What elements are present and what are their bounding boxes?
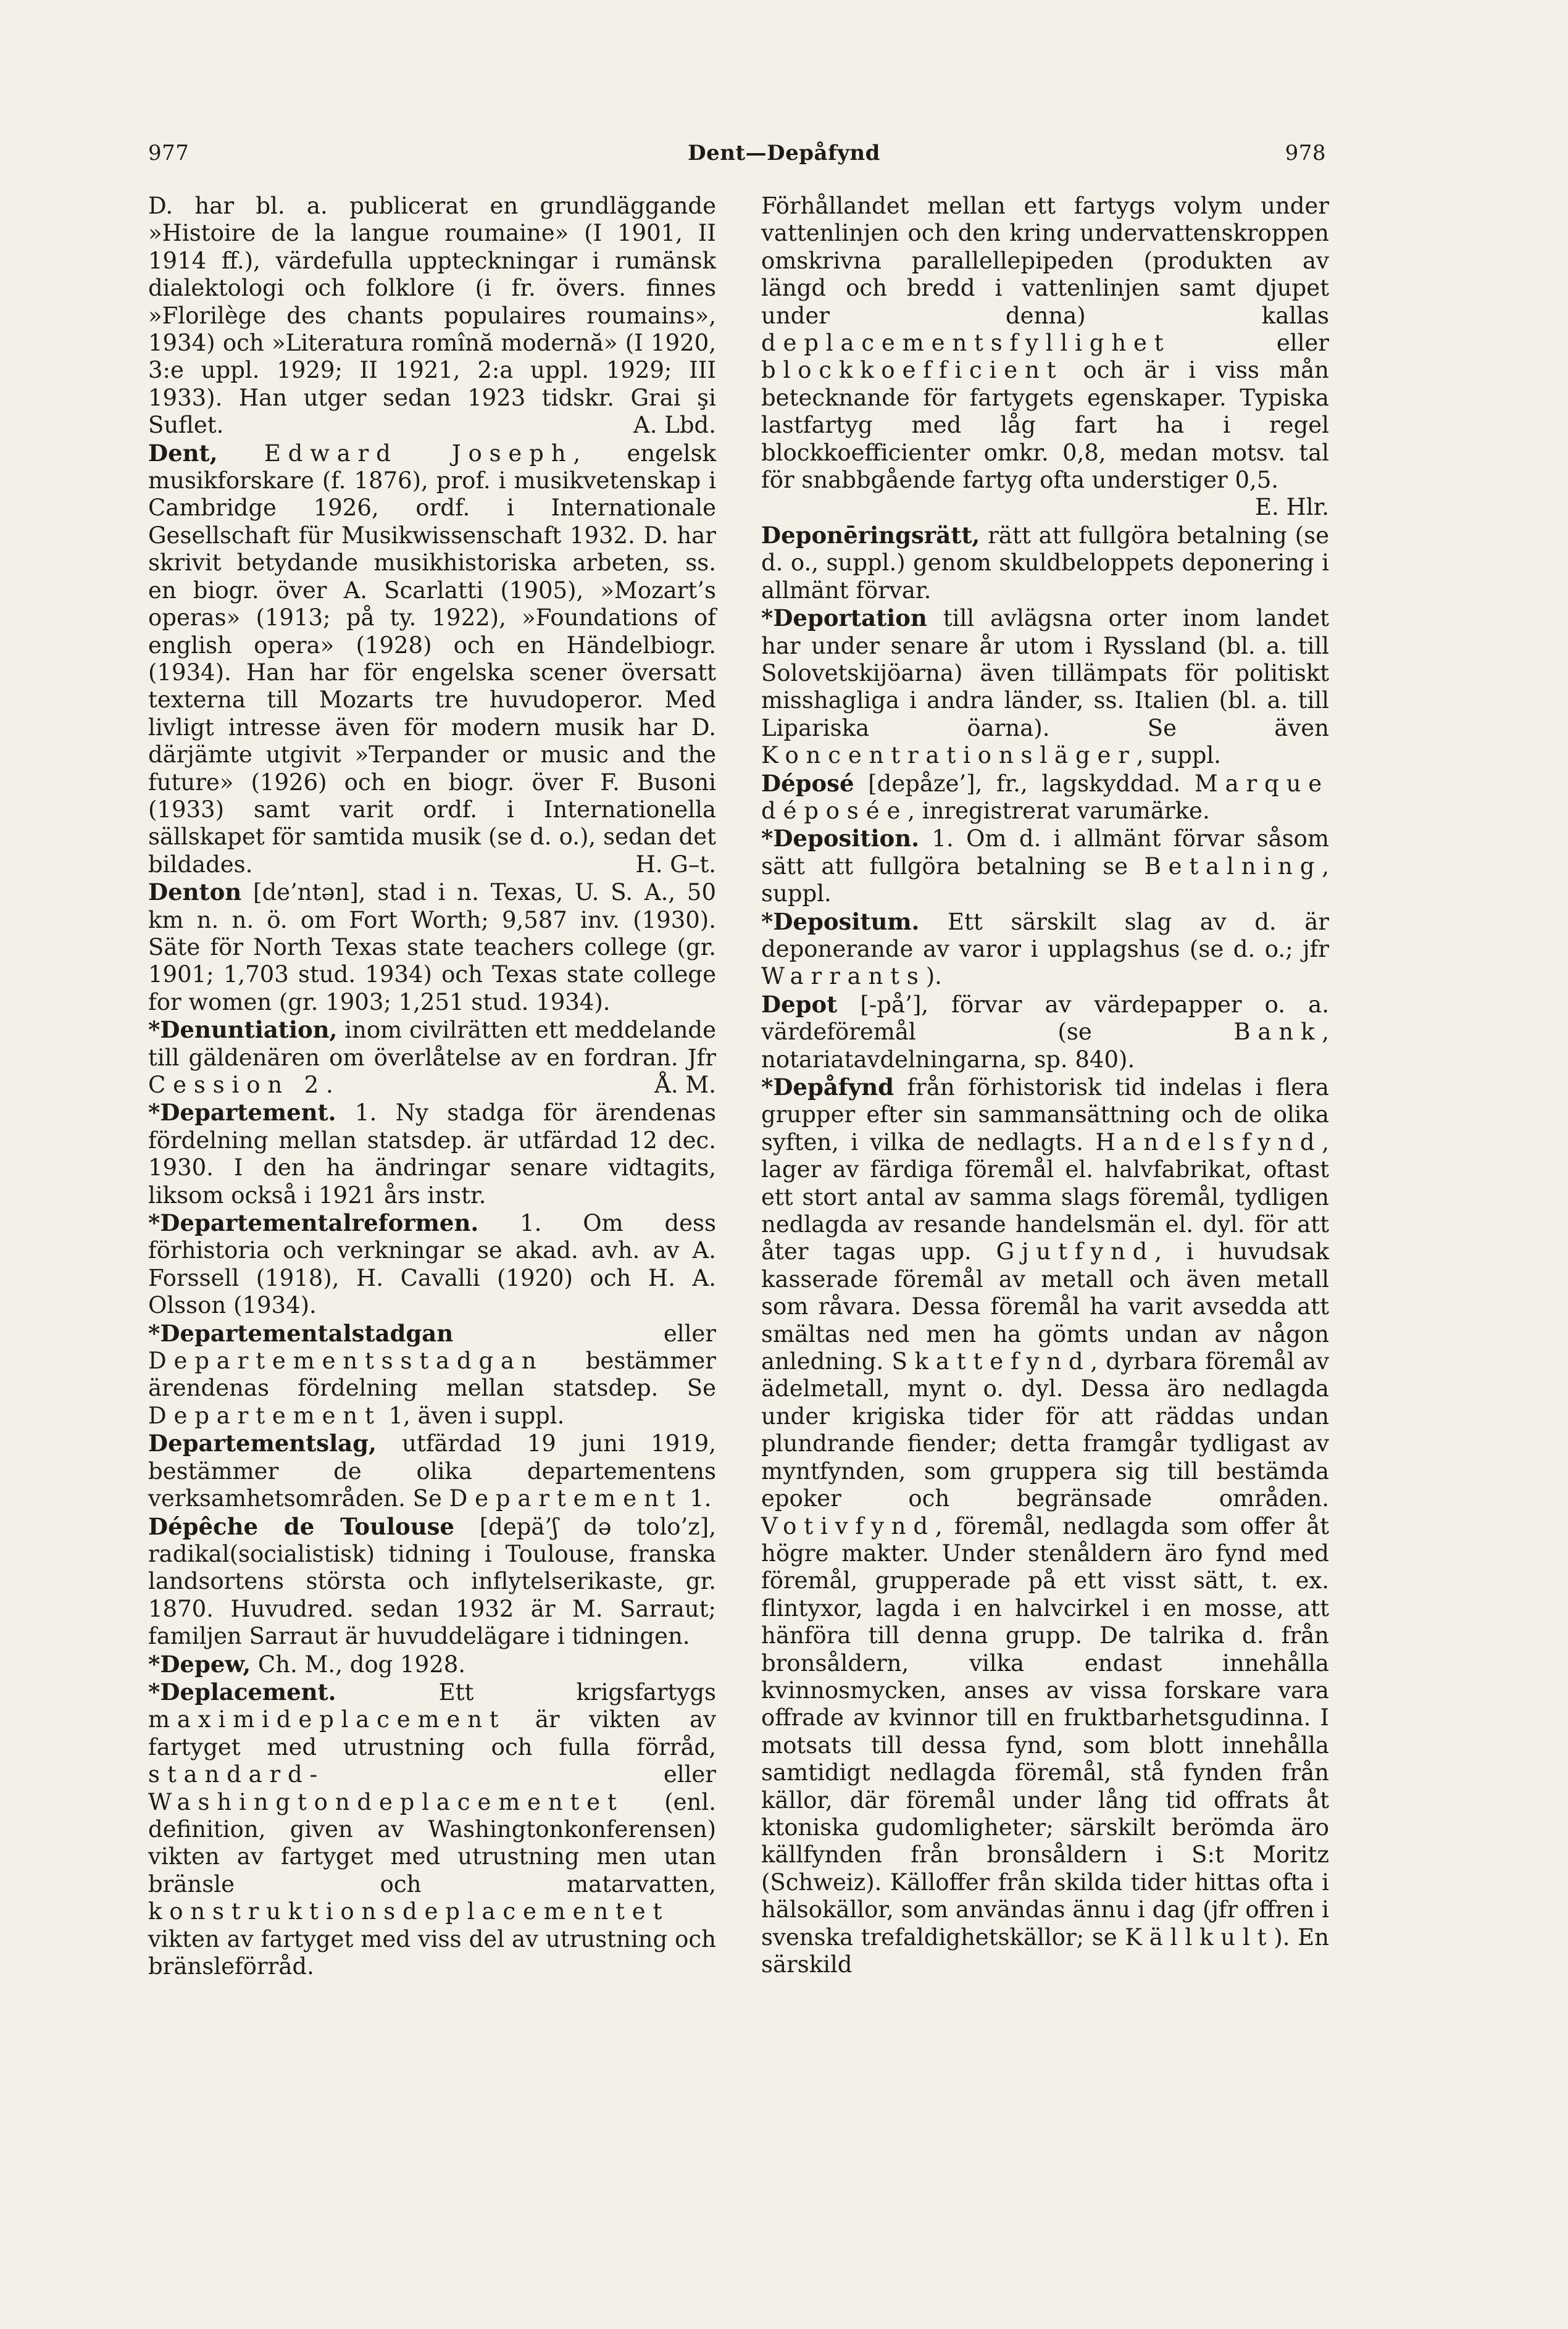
- entry-text: vikten av fartyget med viss del av utrustning och bränsleförråd.: [148, 1925, 716, 1980]
- entry-headword: Deponēringsrätt,: [761, 521, 980, 549]
- left-page-number: 977: [148, 141, 190, 165]
- article-entry: [148, 1513, 716, 1651]
- entry-headword: *Departementalstadgan: [148, 1319, 454, 1347]
- entry-text: .: [325, 1072, 333, 1098]
- author-signature: Å. M.: [654, 1072, 716, 1098]
- entry-text: , engelsk musikforskare (f. 1876), prof. i musikvetenskap i Cambridge 1926, ordf. i Internationale Gesellschaft für Musikwissenschaft 1932. D. har skrivit betydande musikhistoriska arbeten, ss. en biogr. över A. Scarlatti (1905), »Mozart’s operas» (1913; på ty. 1922), »Foundations of english opera» (1928) och en Händelbiogr. (1934). Han har för engelska scener översatt texterna till Mozarts tre huvudoperor. Med livligt intresse även för modern musik har D. därjämte utgivit »Terpander or music and the future» (1926) och en biogr. över F. Busoni (1933) samt varit ordf. i Internationella sällskapet för samtida musik (se d. o.), sedan det bildades.: [148, 440, 716, 878]
- entry-text: 1, även i suppl.: [381, 1402, 565, 1429]
- article-entry: [148, 878, 716, 1016]
- spaced-term: Warrants: [761, 963, 926, 990]
- article-entry: [761, 908, 1329, 991]
- article-entry: [148, 1016, 716, 1099]
- entry-text: 1. Om d. i allmänt förvar såsom sätt att fullgöra betalning se: [761, 825, 1329, 880]
- spaced-term: blockkoefficient: [761, 357, 1064, 384]
- entry-headword: *Denuntiation,: [148, 1016, 338, 1044]
- spaced-term: Gjutfynd: [996, 1238, 1155, 1265]
- article-entry: [761, 770, 1329, 825]
- entry-text: eller: [453, 1320, 716, 1347]
- entry-text: ). En särskild: [761, 1923, 1329, 1978]
- entry-text: rätt att fullgöra betalning (se d. o., suppl.) genom skuldbeloppets deponering i allmänt förvar.: [761, 522, 1329, 604]
- entry-headword: *Deplacement.: [148, 1678, 336, 1706]
- entry-headword: *Departementalreformen.: [148, 1209, 479, 1237]
- entry-text: , suppl.: [1136, 742, 1222, 769]
- entry-headword: Dent,: [148, 439, 218, 467]
- entry-headword: Dépêche de Toulouse: [148, 1512, 454, 1540]
- entry-headword: *Deportation: [761, 604, 927, 632]
- entry-text: utfärdad 19 juni 1919, bestämmer de olika departementens verksamhetsområden. Se: [148, 1430, 716, 1512]
- entry-text: [depä’ʃ də tolo’z], radikal(socialistisk) tidning i Toulouse, franska landsortens största och inflytelserikaste, gr. 1870. Huvudred. sedan 1932 är M. Sarraut; familjen Sarraut är huvuddelägare i tidningen.: [148, 1513, 716, 1650]
- entry-headword: Denton: [148, 878, 242, 906]
- entry-text: , suppl.: [761, 852, 1329, 907]
- entry-text: 1.: [682, 1485, 712, 1512]
- author-signature: A. Lbd.: [633, 412, 716, 439]
- running-title: Dent—Depåfynd: [688, 141, 880, 165]
- entry-headword: *Deposition.: [761, 825, 920, 852]
- entry-headword: Departementslag,: [148, 1430, 377, 1457]
- spaced-term: Koncentrationsläger: [761, 742, 1136, 769]
- entry-headword: *Depew,: [148, 1650, 251, 1678]
- spaced-term: Departementsstadgan: [148, 1348, 544, 1375]
- spaced-term: Källkult: [1125, 1923, 1274, 1951]
- entry-text: från förhistorisk tid indelas i flera grupper efter sin sammansättning och de olika syften, i vilka de nedlagts.: [761, 1074, 1329, 1156]
- page-header: [0, 141, 1568, 178]
- entry-text: D. har bl. a. publicerat en grundläggande »Histoire de la langue roumaine» (I 1901, II 1914 ff.), värdefulla uppteckningar i rumänsk dialektologi och folklore (i fr. övers. finnes »Florilège des chants populaires roumains», 1934) och »Literatura romînă modernă» (I 1920, 3:e uppl. 1929; II 1921, 2:a uppl. 1929; III 1933). Han utger sedan 1923 tidskr. Grai şi Suflet.: [148, 193, 716, 439]
- article-entry: [761, 825, 1329, 907]
- entry-text: , föremål, nedlagda som offer åt högre makter. Under stenåldern äro fynd med föremål, grupperade på ett visst sätt, t. ex. flintyxor, lagda i en halvcirkel i en mosse, att hänföra till denna grupp. De talrika d. från bronsåldern, vilka endast innehålla kvinnosmycken, anses av vissa forskare vara offrade av kvinnor till en fruktbarhetsgudinna. I motsats till dessa fynd, som blott innehålla samtidigt nedlagda föremål, stå fynden från källor, där föremål under lång tid offrats åt ktoniska gudomligheter; särskilt berömda äro källfynden från bronsåldern i S:t Moritz (Schweiz). Källoffer från skilda tider hittas ofta i hälsokällor, som användas ännu i dag (jfr offren i svenska trefaldighetskällor; se: [761, 1512, 1329, 1951]
- article-entry: [148, 193, 716, 440]
- entry-text: Ch. M., dog 1928.: [251, 1651, 466, 1678]
- right-page-number: 978: [1285, 141, 1326, 165]
- spaced-term: Handelsfynd: [1095, 1128, 1322, 1156]
- entry-text: , dyrbara föremål av ädelmetall, mynt o. dyl. Dessa äro nedlagda under krigiska tider för att räddas undan plundrande fiender; detta framgår tydligast av myntfynden, som gruppera sig till bestämda epoker och begränsade områden.: [761, 1348, 1329, 1512]
- entry-text: Ett krigsfartygs: [336, 1678, 716, 1706]
- article-entry: [148, 1209, 716, 1320]
- entry-text: [-på’], förvar av värdepapper o. a. värdeföremål (se: [761, 991, 1329, 1046]
- entry-text: till avlägsna orter inom landet har under senare år utom i Ryssland (bl. a. till Solovetskijöarna) även tillämpats för politiskt misshagliga i andra länder, ss. Italien (bl. a. till Lipariska öarna). Se även: [761, 605, 1329, 741]
- spaced-term: standard-: [148, 1761, 325, 1788]
- entry-text: inom civilrätten ett meddelande till gäldenären om överlåtelse av en fordran. Jfr: [148, 1017, 716, 1071]
- entry-headword: *Depåfynd: [761, 1073, 895, 1101]
- article-entry: [761, 604, 1329, 769]
- article-entry: [148, 1651, 716, 1678]
- entry-text: , lager av färdiga föremål el. halvfabrikat, oftast ett stort antal av samma slags föremål, tydligen nedlagda av resande handelsmän el. dyl. för att åter tagas upp.: [761, 1128, 1329, 1265]
- entry-text: bestämmer ärendenas fördelning mellan statsdep. Se: [148, 1348, 716, 1402]
- author-signature: H. G–t.: [635, 851, 716, 878]
- spaced-term: Washingtondeplacementet: [148, 1788, 624, 1815]
- entry-headword: Déposé: [761, 769, 854, 797]
- entry-text: 1. Ny stadga för ärendenas fördelning mellan statsdep. är utfärdad 12 dec. 1930. I den ha ändringar senare vidtagits, liksom också i 1921 års instr.: [148, 1099, 716, 1209]
- spaced-term: Betalning: [1144, 852, 1322, 880]
- article-entry: [761, 193, 1329, 522]
- spaced-term: maximideplacement: [148, 1706, 506, 1733]
- entry-text: eller: [1170, 330, 1329, 357]
- article-entry: [761, 991, 1329, 1073]
- spaced-term: Bank: [1233, 1019, 1322, 1046]
- entry-text: Förhållandet mellan ett fartygs volym under vattenlinjen och den kring undervattenskroppen omskrivna parallellepipeden (produkten av längd och bredd i vattenlinjen samt djupet under denna) kallas: [761, 193, 1329, 329]
- spaced-term: Cession 2: [148, 1072, 326, 1098]
- entry-text: [de’ntən], stad i n. Texas, U. S. A., 50 km n. n. ö. om Fort Worth; 9,587 inv. (1930). Säte för North Texas state teachers college (gr. 1901; 1,703 stud. 1934) och Texas state college for women (gr. 1903; 1,251 stud. 1934).: [148, 879, 716, 1015]
- entry-text: , i huvudsak kasserade föremål av metall och även metall som råvara. Dessa föremål ha varit avsedda att smältas ned men ha gömts undan av någon anledning.: [761, 1238, 1329, 1375]
- entry-headword: *Depositum.: [761, 907, 920, 935]
- spaced-term: Marque déposée: [761, 770, 1329, 824]
- author-signature: E. Hlr.: [1254, 494, 1329, 521]
- entry-text: Ett särskilt slag av d. är deponerande av varor i upplagshus (se d. o.; jfr: [761, 908, 1329, 962]
- spaced-term: konstruktionsdeplacementet: [148, 1898, 670, 1925]
- entry-text: , notariatavdelningarna, sp. 840).: [761, 1019, 1329, 1073]
- entry-text: [depåze’], fr., lagskyddad.: [854, 770, 1195, 797]
- article-entry: [148, 440, 716, 879]
- entry-text: ).: [925, 963, 942, 990]
- entry-headword: Depot: [761, 990, 838, 1018]
- spaced-term: Skattefynd: [891, 1348, 1091, 1375]
- spaced-term: Edward Joseph: [264, 440, 573, 467]
- entry-text: är vikten av fartyget med utrustning och fulla förråd,: [148, 1706, 716, 1760]
- spaced-term: deplacementsfyllighet: [761, 330, 1171, 357]
- article-entry: [148, 1320, 716, 1430]
- entry-text: , inregistrerat varumärke.: [907, 797, 1210, 824]
- entry-text: 1. Om dess förhistoria och verkningar se akad. avh. av A. Forssell (1918), H. Cavalli (1920) och H. A. Olsson (1934).: [148, 1210, 716, 1319]
- entry-headword: *Departement.: [148, 1099, 336, 1127]
- entry-text: eller: [324, 1761, 716, 1788]
- entry-text: (enl. definition, given av Washingtonkonferensen) vikten av fartyget med utrustning men utan bränsle och matarvatten,: [148, 1788, 716, 1898]
- right-column: [761, 193, 1329, 1978]
- spaced-term: Departement: [449, 1485, 683, 1512]
- entry-text: och är i viss mån betecknande för fartygets egenskaper. Typiska lastfartyg med låg fart ha i regel blockkoefficienter omkr. 0,8, medan motsv. tal för snabbgående fartyg ofta understiger 0,5.: [761, 357, 1329, 494]
- article-entry: [148, 1430, 716, 1512]
- article-entry: [148, 1678, 716, 1980]
- spaced-term: Departement: [148, 1402, 382, 1429]
- left-column: [148, 193, 716, 1980]
- article-entry: [761, 522, 1329, 604]
- article-entry: [148, 1099, 716, 1209]
- spaced-term: Votivfynd: [761, 1512, 935, 1539]
- article-entry: [761, 1073, 1329, 1978]
- entry-text: [218, 440, 264, 467]
